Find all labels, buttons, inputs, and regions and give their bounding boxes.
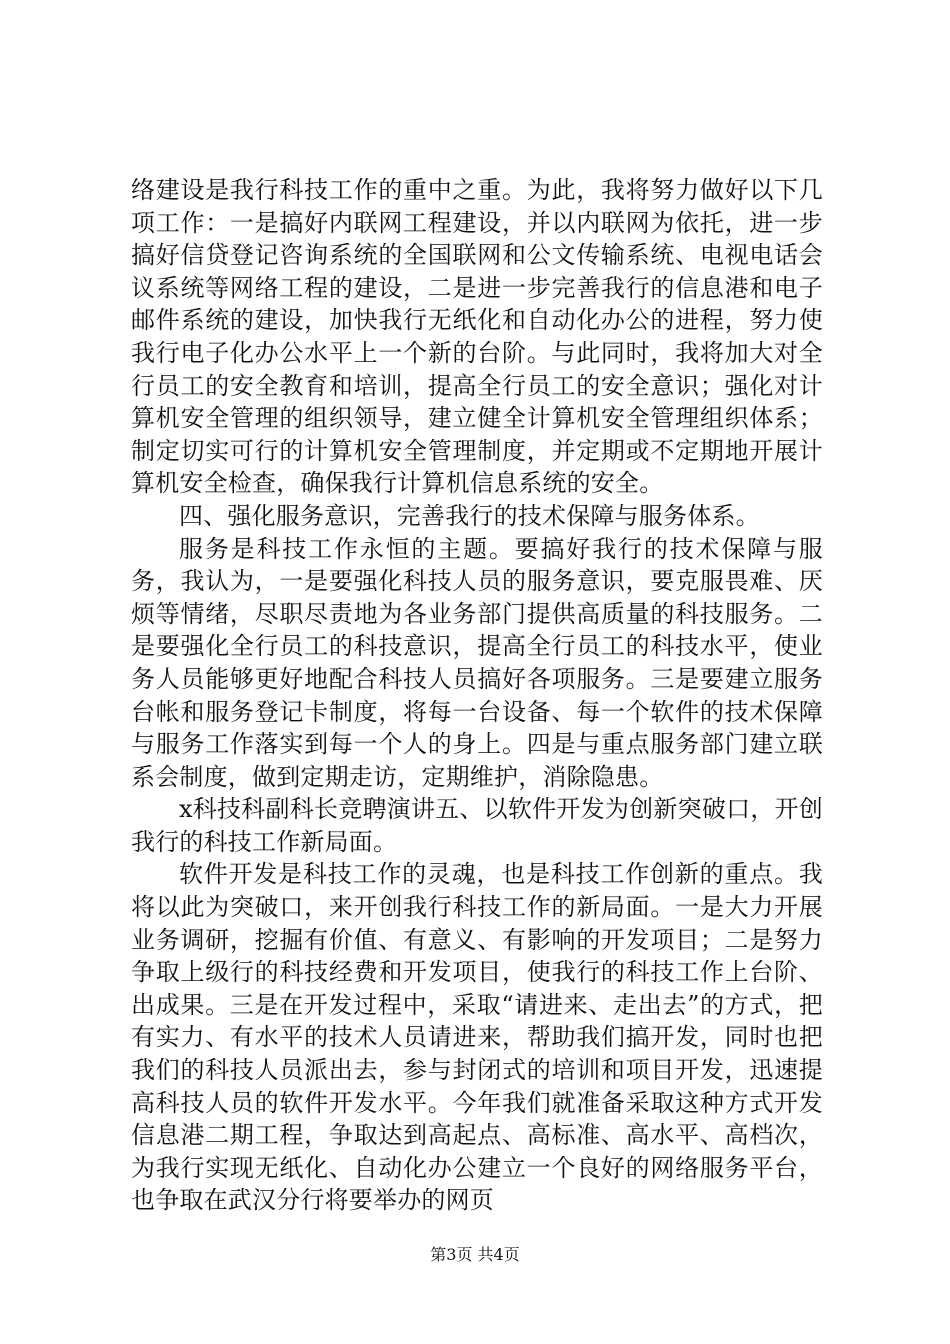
page-footer: 第3页 共4页 (430, 1245, 520, 1264)
document-body (131, 174, 823, 1217)
paragraph-software-body: 软件开发是科技工作的灵魂，也是科技工作创新的重点。我将以此为突破口，来开创我行科技工作的新局面。一是大力开展业务调研，挖掘有价值、有意义、有影响的开发项目；二是努力争取上级行的科技经费和开发项目，使我行的科技工作上台阶、出成果。三是在开发过程中，采取“请进来、走出去”的方式，把有实力、有水平的技术人员请进来，帮助我们搞开发，同时也把我们的科技人员派出去，参与封闭式的培训和项目开发，迅速提高科技人员的软件开发水平。今年我们就准备采取这种方式开发信息港二期工程，争取达到高起点、高标准、高水平、高档次，为我行实现无纸化、自动化办公建立一个良好的网络服务平台，也争取在武汉分行将要举办的网页 (131, 860, 823, 1215)
paragraph-service-body: 服务是科技工作永恒的主题。要搞好我行的技术保障与服务，我认为，一是要强化科技人员的服务意识，要克服畏难、厌烦等情绪，尽职尽责地为各业务部门提供高质量的科技服务。二是要强化全行员工的科技意识，提高全行员工的科技水平，使业务人员能够更好地配合科技人员搞好各项服务。三是要建立服务台帐和服务登记卡制度，将每一台设备、每一个软件的技术保障与服务工作落实到每一个人的身上。四是与重点服务部门建立联系会制度，做到定期走访，定期维护，消除隐患。 (131, 534, 823, 791)
paragraph-service-heading: 四、强化服务意识，完善我行的技术保障与服务体系。 (179, 501, 760, 530)
paragraph-software-heading: x科技科副科长竞聘演讲五、以软件开发为创新突破口，开创我行的科技工作新局面。 (131, 795, 823, 856)
paragraph-network-work: 络建设是我行科技工作的重中之重。为此，我将努力做好以下几项工作：一是搞好内联网工程建设，并以内联网为依托，进一步搞好信贷登记咨询系统的全国联网和公文传输系统、电视电话会议系统等网络工程的建设，二是进一步完善我行的信息港和电子邮件系统的建设，加快我行无纸化和自动化办公的进程，努力使我行电子化办公水平上一个新的台阶。与此同时，我将加大对全行员工的安全教育和培训，提高全行员工的安全意识；强化对计算机安全管理的组织领导，建立健全计算机安全管理组织体系；制定切实可行的计算机安全管理制度，并定期或不定期地开展计算机安全检查，确保我行计算机信息系统的安全。 (131, 176, 823, 498)
